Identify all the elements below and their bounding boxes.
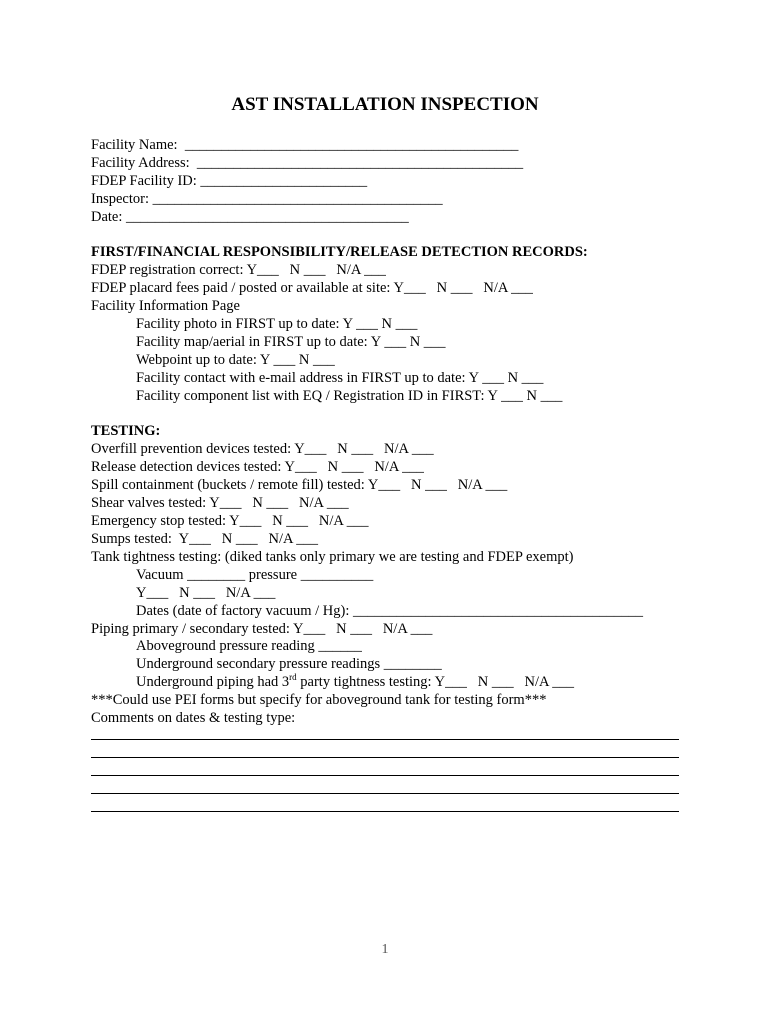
testing-line: Emergency stop tested: Y___ N ___ N/A ___ — [91, 513, 369, 529]
comments-label: Comments on dates & testing type: — [91, 710, 296, 726]
testing-line: Spill containment (buckets / remote fill) tested: Y___ N ___ N/A ___ — [91, 477, 508, 493]
ordinal-suffix: rd — [289, 672, 297, 682]
third-party-line — [136, 673, 574, 691]
records-heading: FIRST/FINANCIAL RESPONSIBILITY/RELEASE DETECTION RECORDS: — [91, 244, 588, 260]
testing-heading: TESTING: — [91, 423, 161, 439]
testing-line: Sumps tested: Y___ N ___ N/A ___ — [91, 531, 319, 547]
comment-line — [91, 793, 679, 794]
piping-sub-line: Aboveground pressure reading ______ — [136, 638, 362, 654]
testing-line: Release detection devices tested: Y___ N ___ N/A ___ — [91, 459, 424, 475]
records-line: FDEP placard fees paid / posted or available at site: Y___ N ___ N/A ___ — [91, 280, 533, 296]
facility-name-field: Facility Name: ______________________________________________ — [91, 137, 519, 153]
testing-line: Shear valves tested: Y___ N ___ N/A ___ — [91, 495, 349, 511]
testing-line: Tank tightness testing: (diked tanks only primary we are testing and FDEP exempt) — [91, 549, 574, 565]
records-sub-line: Facility component list with EQ / Registration ID in FIRST: Y ___ N ___ — [136, 388, 563, 404]
third-party-text: party tightness testing: Y___ N ___ N/A ___ — [296, 674, 575, 690]
records-line: FDEP registration correct: Y___ N ___ N/A ___ — [91, 262, 386, 278]
note-line: ***Could use PEI forms but specify for aboveground tank for testing form*** — [91, 692, 547, 708]
comment-line — [91, 811, 679, 812]
records-sub-line: Facility map/aerial in FIRST up to date: Y ___ N ___ — [136, 334, 446, 350]
comment-line — [91, 757, 679, 758]
records-sub-line: Facility contact with e-mail address in FIRST up to date: Y ___ N ___ — [136, 370, 544, 386]
date-field: Date: _______________________________________ — [91, 209, 409, 225]
facility-address-field: Facility Address: _____________________________________________ — [91, 155, 524, 171]
comment-line — [91, 739, 679, 740]
piping-line: Piping primary / secondary tested: Y___ N ___ N/A ___ — [91, 621, 433, 637]
inspector-field: Inspector: ________________________________________ — [91, 191, 443, 207]
tank-sub-line: Y___ N ___ N/A ___ — [136, 585, 276, 601]
page-number: 1 — [381, 942, 389, 957]
tank-sub-line: Dates (date of factory vacuum / Hg): ________________________________________ — [136, 603, 644, 619]
tank-sub-line: Vacuum ________ pressure __________ — [136, 567, 374, 583]
piping-sub-line: Underground secondary pressure readings ________ — [136, 656, 442, 672]
fdep-facility-id-field: FDEP Facility ID: _______________________ — [91, 173, 368, 189]
comment-line — [91, 775, 679, 776]
records-sub-line: Webpoint up to date: Y ___ N ___ — [136, 352, 335, 368]
testing-line: Overfill prevention devices tested: Y___ N ___ N/A ___ — [91, 441, 434, 457]
records-sub-line: Facility photo in FIRST up to date: Y ___ N ___ — [136, 316, 418, 332]
page-title: AST INSTALLATION INSPECTION — [231, 94, 539, 115]
third-party-text: Underground piping had 3 — [136, 674, 290, 690]
records-line: Facility Information Page — [91, 298, 240, 314]
